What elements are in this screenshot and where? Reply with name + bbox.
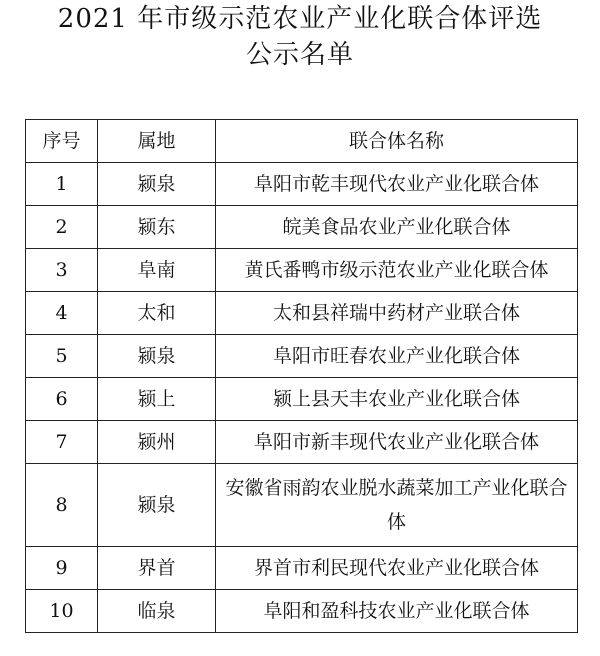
row-area: 颍东: [98, 206, 216, 249]
roster-table: [25, 119, 578, 633]
row-seq: 8: [26, 464, 98, 547]
row-area: 太和: [98, 292, 216, 335]
row-name: 安徽省雨韵农业脱水蔬菜加工产业化联合体: [216, 464, 578, 547]
row-area: 颍泉: [98, 335, 216, 378]
row-name: 太和县祥瑞中药材产业联合体: [216, 292, 578, 335]
row-area: 临泉: [98, 590, 216, 633]
row-name: 黄氏番鸭市级示范农业产业化联合体: [216, 249, 578, 292]
row-name: 阜阳市乾丰现代农业产业化联合体: [216, 163, 578, 206]
row-area: 界首: [98, 547, 216, 590]
row-seq: 4: [26, 292, 98, 335]
row-area: 颍泉: [98, 464, 216, 547]
row-seq: 7: [26, 421, 98, 464]
row-name: 颍上县天丰农业产业化联合体: [216, 378, 578, 421]
row-seq: 2: [26, 206, 98, 249]
row-area: 颍州: [98, 421, 216, 464]
row-seq: 9: [26, 547, 98, 590]
table-row: [26, 163, 578, 206]
table-row: [26, 335, 578, 378]
row-seq: 1: [26, 163, 98, 206]
row-area: 颍泉: [98, 163, 216, 206]
header-area: 属地: [98, 120, 216, 163]
row-seq: 6: [26, 378, 98, 421]
row-seq: 3: [26, 249, 98, 292]
document-title-line-1: 2021 年市级示范农业产业化联合体评选: [57, 4, 543, 34]
row-name: 界首市利民现代农业产业化联合体: [216, 547, 578, 590]
table-row: [26, 464, 578, 547]
header-name: 联合体名称: [216, 120, 578, 163]
table-row: [26, 249, 578, 292]
row-name: 皖美食品农业产业化联合体: [216, 206, 578, 249]
row-seq: 5: [26, 335, 98, 378]
row-name: 阜阳市旺春农业产业化联合体: [216, 335, 578, 378]
table-row: [26, 206, 578, 249]
table-row: [26, 378, 578, 421]
document-title-line-2: 公示名单: [245, 40, 354, 70]
table-header-row: [26, 120, 578, 163]
row-name: 阜阳市新丰现代农业产业化联合体: [216, 421, 578, 464]
table-row: [26, 292, 578, 335]
table-row: [26, 547, 578, 590]
row-name: 阜阳和盈科技农业产业化联合体: [216, 590, 578, 633]
row-area: 颍上: [98, 378, 216, 421]
table-row: [26, 590, 578, 633]
row-seq: 10: [26, 590, 98, 633]
row-area: 阜南: [98, 249, 216, 292]
table-row: [26, 421, 578, 464]
header-seq: 序号: [26, 120, 98, 163]
